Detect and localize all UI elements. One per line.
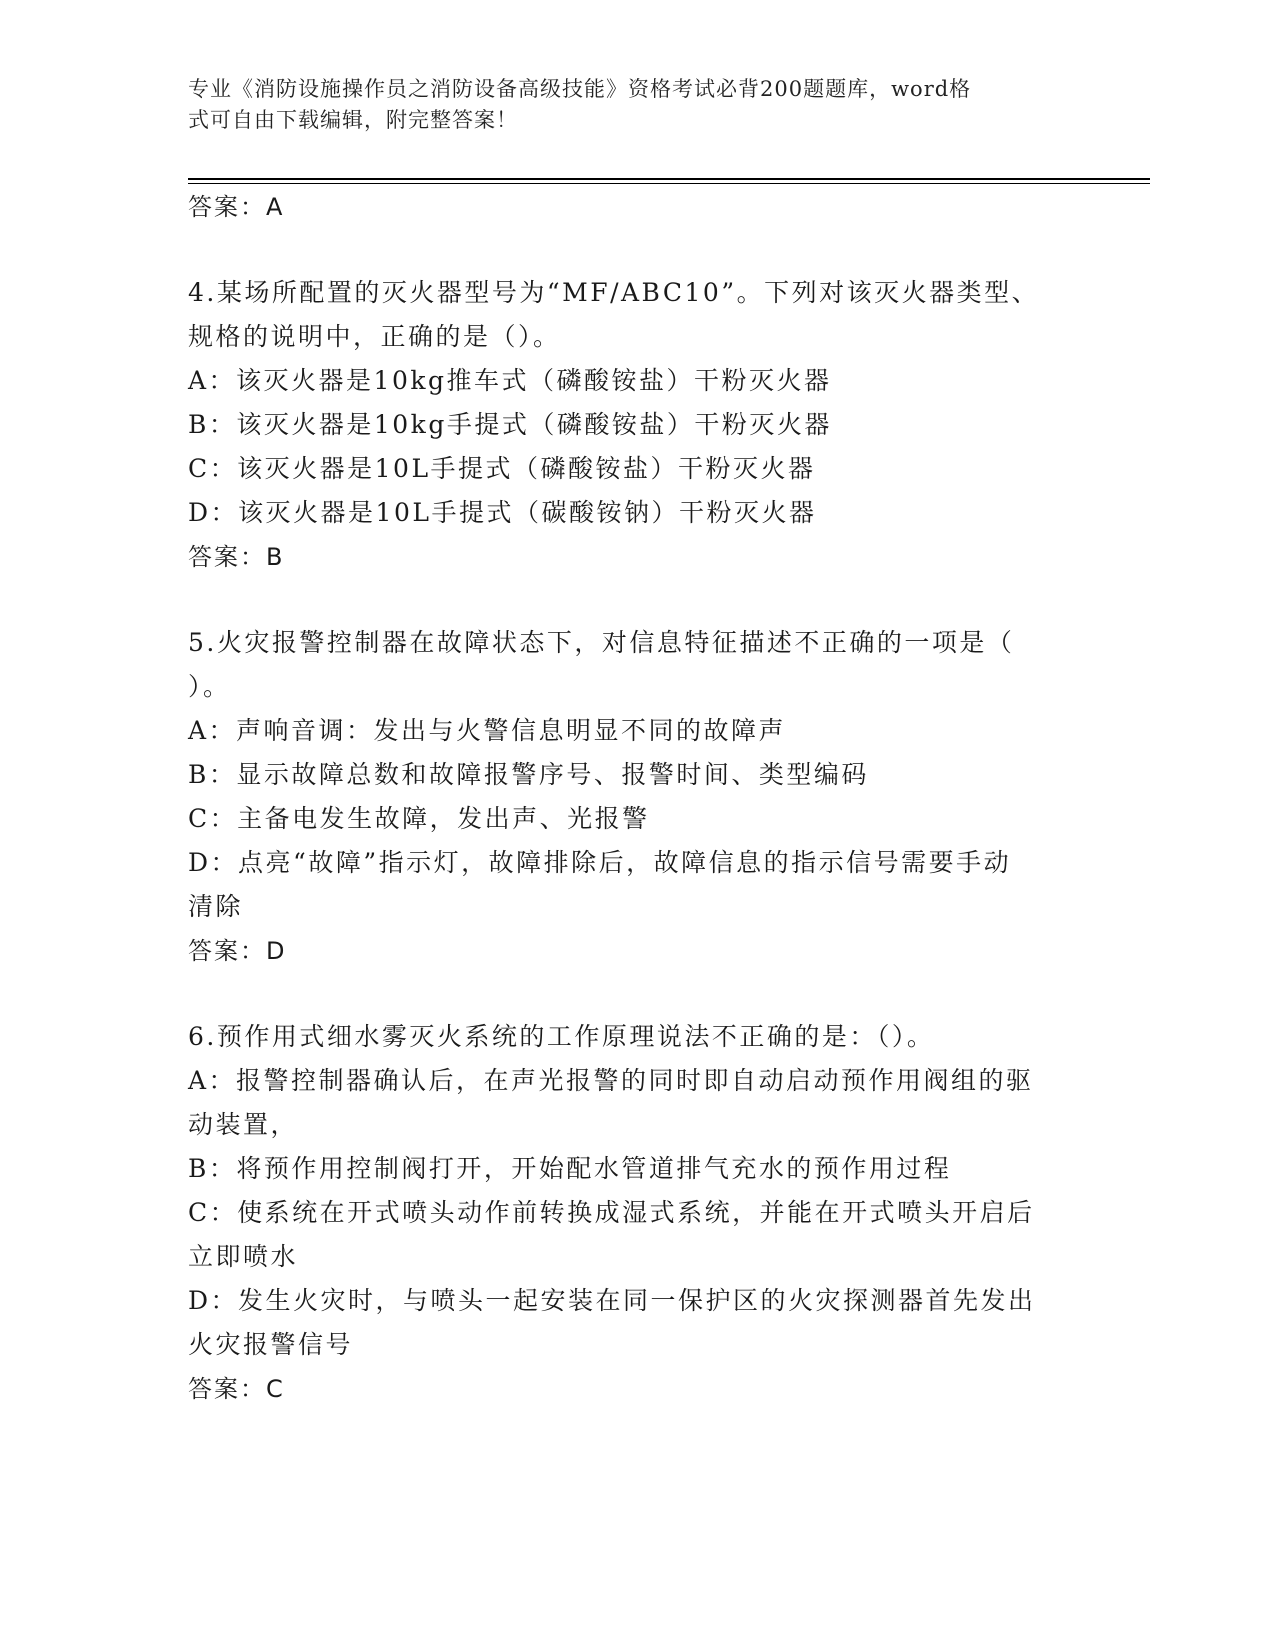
question-6-option-b: B：将预作用控制阀打开，开始配水管道排气充水的预作用过程 bbox=[188, 1154, 952, 1183]
question-4-answer: 答案：B bbox=[188, 543, 285, 571]
document-header bbox=[188, 74, 1068, 136]
question-4-option-b: B：该灭火器是10kg手提式（磷酸铵盐）干粉灭火器 bbox=[188, 410, 832, 439]
question-4-stem-line-1: 4.某场所配置的灭火器型号为“MF/ABC10”。下列对该灭火器类型、 bbox=[188, 278, 1040, 307]
question-5-stem-line-1: 5.火灾报警控制器在故障状态下，对信息特征描述不正确的一项是（ bbox=[188, 628, 1015, 657]
question-4-option-a: A：该灭火器是10kg推车式（磷酸铵盐）干粉灭火器 bbox=[188, 366, 832, 395]
question-6-option-a: A：报警控制器确认后，在声光报警的同时即自动启动预作用阀组的驱 bbox=[188, 1066, 1034, 1095]
question-5-option-a: A：声响音调：发出与火警信息明显不同的故障声 bbox=[188, 716, 787, 745]
question-4-option-d: D：该灭火器是10L手提式（碳酸铵钠）干粉灭火器 bbox=[188, 498, 817, 527]
question-6-option-d-continued: 火灾报警信号 bbox=[188, 1330, 354, 1359]
question-6-option-c: C：使系统在开式喷头动作前转换成湿式系统，并能在开式喷头开启后 bbox=[188, 1198, 1035, 1227]
question-4-stem-line-2: 规格的说明中，正确的是（）。 bbox=[188, 322, 561, 351]
previous-answer: 答案：A bbox=[188, 193, 285, 221]
header-rule-thin bbox=[188, 183, 1150, 184]
header-line-2: 式可自由下载编辑，附完整答案！ bbox=[188, 108, 518, 132]
question-6-option-d: D：发生火灾时，与喷头一起安装在同一保护区的火灾探测器首先发出 bbox=[188, 1286, 1036, 1315]
question-5-option-b: B：显示故障总数和故障报警序号、报警时间、类型编码 bbox=[188, 760, 869, 789]
question-4-option-c: C：该灭火器是10L手提式（磷酸铵盐）干粉灭火器 bbox=[188, 454, 816, 483]
question-5-answer: 答案：D bbox=[188, 937, 287, 965]
question-6-stem: 6.预作用式细水雾灭火系统的工作原理说法不正确的是：（）。 bbox=[188, 1022, 935, 1051]
header-line-1: 专业《消防设施操作员之消防设备高级技能》资格考试必背200题题库，word格 bbox=[188, 77, 972, 101]
question-5-option-c: C：主备电发生故障，发出声、光报警 bbox=[188, 804, 650, 833]
question-6-option-a-continued: 动装置， bbox=[188, 1110, 299, 1139]
question-6-answer: 答案：C bbox=[188, 1375, 285, 1403]
question-5-option-d-continued: 清除 bbox=[188, 892, 244, 921]
question-5-stem-line-2: ）。 bbox=[188, 672, 231, 701]
question-5-option-d: D：点亮“故障”指示灯，故障排除后，故障信息的指示信号需要手动 bbox=[188, 848, 1012, 877]
header-rule-thick bbox=[188, 178, 1150, 180]
question-6-option-c-continued: 立即喷水 bbox=[188, 1242, 299, 1271]
